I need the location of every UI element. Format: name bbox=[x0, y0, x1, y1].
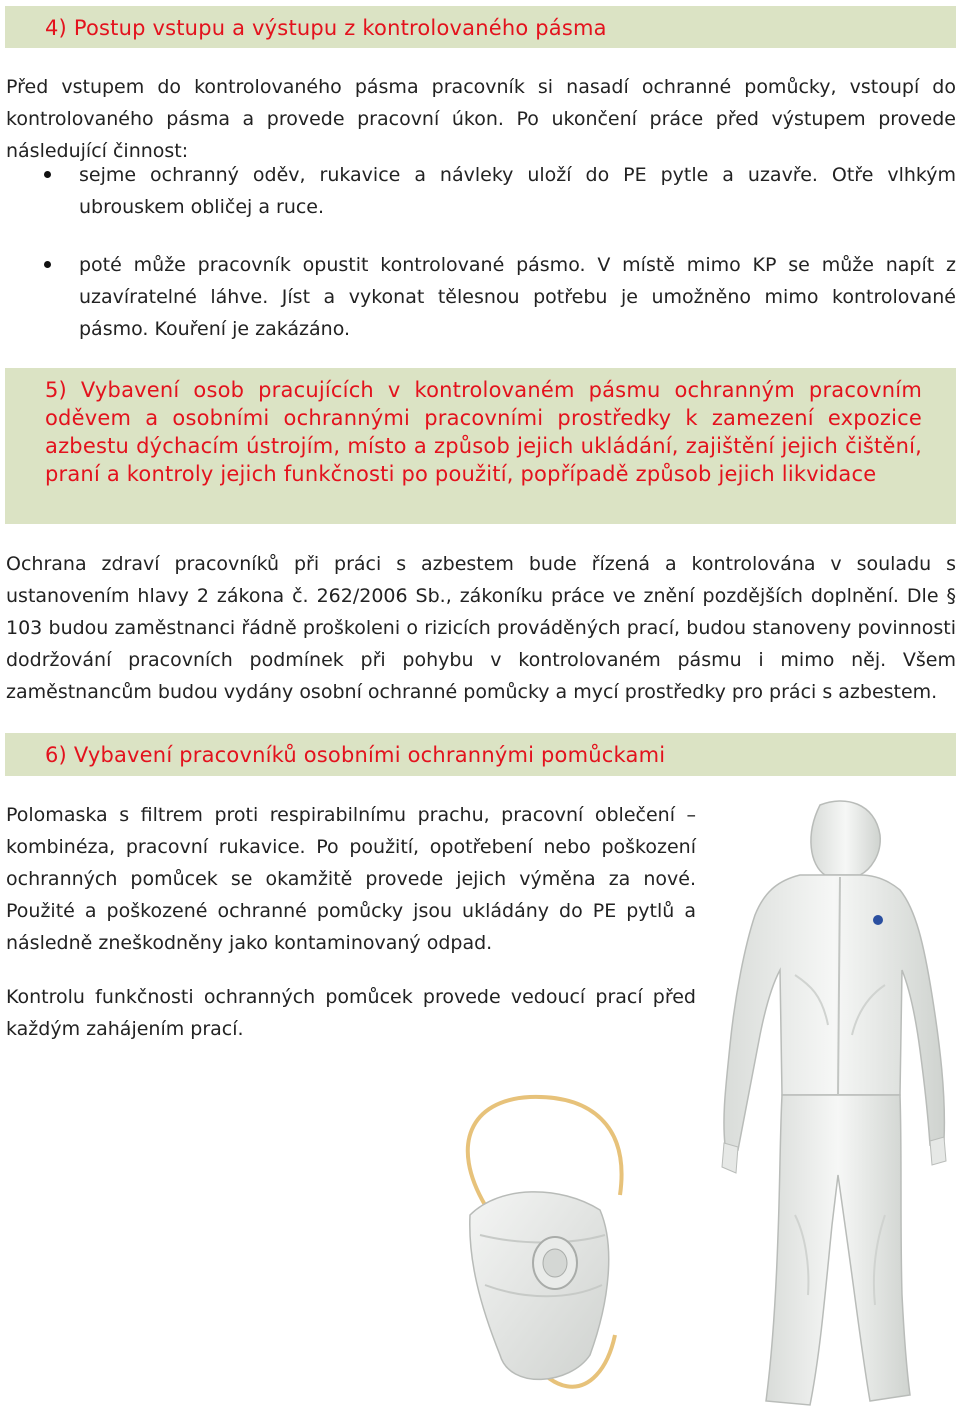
section-4-heading-band bbox=[5, 6, 956, 48]
section-6-body-1: Polomaska s filtrem proti respirabilnímu prachu, pracovní oblečení – kombinéza, pracovní rukavice. Po použití, opotřebení nebo poškození ochranných pomůcek se okamžitě provede jejich výměna za nové. Použité a poškozené ochranné pomůcky jsou ukládány do PE pytlů a následně zneškodněny jako kontaminovaný odpad. bbox=[6, 804, 696, 954]
bullet-dot bbox=[44, 261, 51, 268]
bullet-text-2: poté může pracovník opustit kontrolované pásmo. V místě mimo KP se může napít z uzavíratelné láhve. Jíst a vykonat tělesnou potřebu je umožněno mimo kontrolované pásmo. Kouření je zakázáno. bbox=[79, 254, 956, 340]
section-5-body: Ochrana zdraví pracovníků při práci s azbestem bude řízená a kontrolována v souladu s ustanovením hlavy 2 zákona č. 262/2006 Sb., zákoníku práce ve znění pozdějších doplnění. Dle § 103 budou zaměstnanci řádně proškoleni o rizicích prováděných prací, budou stanoveny povinnosti dodržování pracovních podmínek při pohybu v kontrolovaném pásmu i mimo něj. Všem zaměstnancům budou vydány osobní ochranné pomůcky a mycí prostředky pro práci s azbestem. bbox=[6, 553, 956, 703]
section-6-heading: 6) Vybavení pracovníků osobními ochrannými pomůckami bbox=[45, 743, 666, 767]
section-4-heading: 4) Postup vstupu a výstupu z kontrolovaného pásma bbox=[45, 16, 607, 40]
bullet-item-1 bbox=[6, 159, 956, 223]
section-6-heading-band bbox=[5, 733, 956, 776]
section-6-body-2: Kontrolu funkčnosti ochranných pomůcek provede vedoucí prací před každým zahájením prací. bbox=[6, 986, 696, 1040]
section-5-heading: 5) Vybavení osob pracujících v kontrolovaném pásmu ochranným pracovním oděvem a osobními ochrannými pracovními prostředky k zamezení expozice azbestu dýchacím ústrojím, místo a způsob jejich ukládání, zajištění jejich čištění, praní a kontroly jejich funkčnosti po použití, popřípadě způsob jejich likvidace bbox=[45, 378, 922, 486]
section-4-intro: Před vstupem do kontrolovaného pásma pracovník si nasadí ochranné pomůcky, vstoupí do kontrolovaného pásma a provede pracovní úkon. Po ukončení práce před výstupem provede následující činnost: bbox=[6, 76, 956, 162]
bullet-dot bbox=[44, 171, 51, 178]
section-5-heading-band bbox=[5, 368, 956, 524]
bullet-text-1: sejme ochranný oděv, rukavice a návleky uloží do PE pytle a uzavře. Otře vlhkým ubrouskem obličej a ruce. bbox=[79, 164, 956, 218]
coverall-image bbox=[710, 795, 956, 1415]
respirator-image bbox=[440, 1085, 640, 1420]
bullet-item-2 bbox=[6, 249, 956, 345]
